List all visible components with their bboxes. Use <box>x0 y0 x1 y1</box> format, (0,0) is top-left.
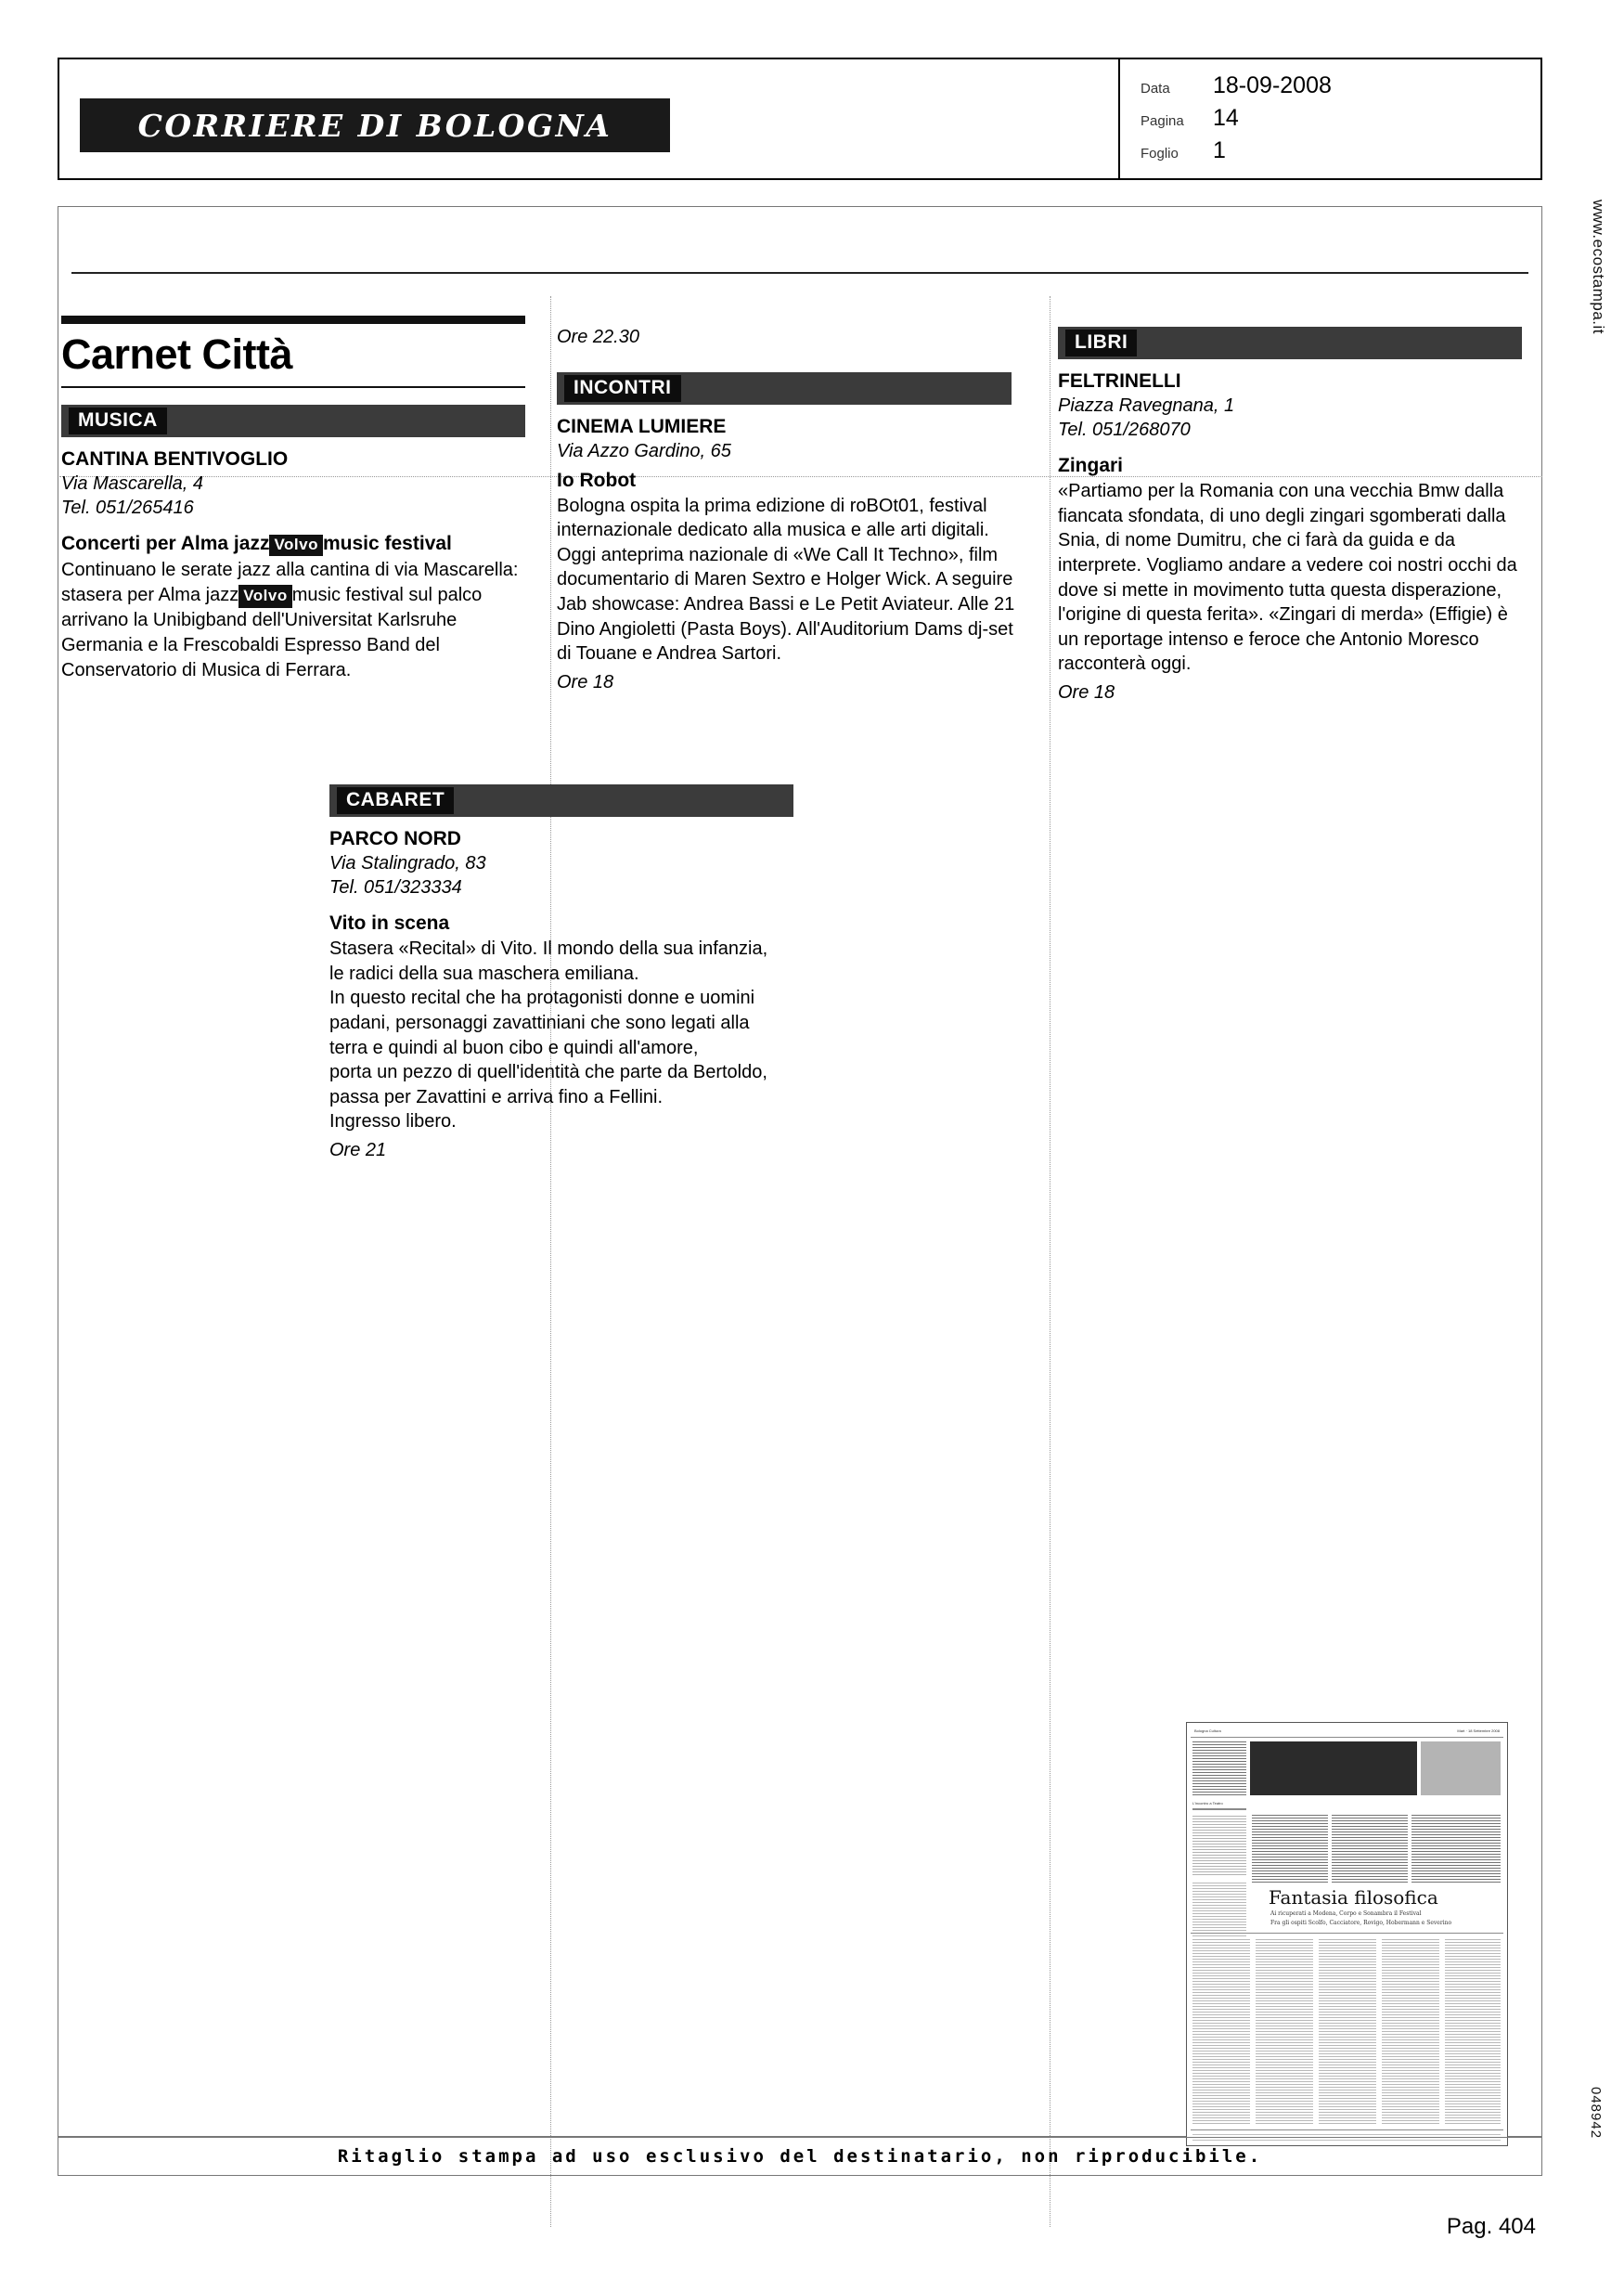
venue-name-feltrinelli: FELTRINELLI <box>1058 370 1181 392</box>
thumb-photo <box>1252 1814 1328 1883</box>
venue-name-parconord: PARCO NORD <box>329 828 461 849</box>
venue-address-lumiere: Via Azzo Gardino, 65 <box>557 441 731 461</box>
column-music <box>61 316 539 682</box>
thumb-listing <box>1445 1938 1501 2124</box>
event-body-zingari: «Partiamo per la Romania con una vecchia Bmw dalla fiancata sfondata, di uno degli zingari sgomberati dalla Snia, di nome Dumitru, che ci farà da guida e da interprete. Vogliamo andare a vedere coi nostri occhi da dove si mette in movimento tutta questa disperazione, l'origine di questa ferita». «Zingari di merda» (Effigie) è un reportage intenso e feroce che Antonio Moresco racconterà oggi. <box>1058 481 1517 675</box>
event-title-part2: music festival <box>322 533 452 555</box>
thumb-rule <box>1191 1737 1503 1738</box>
masthead-title: CORRIERE DI BOLOGNA <box>137 107 612 144</box>
meta-label-foglio: Foglio <box>1141 146 1179 162</box>
thumb-rule4 <box>1191 2129 1503 2130</box>
thumb-textblock <box>1192 1814 1246 1875</box>
volvo-logo-title: Volvo <box>269 535 323 556</box>
venue-phone-feltrinelli: Tel. 051/268070 <box>1058 419 1191 440</box>
thumb-photo <box>1411 1814 1501 1883</box>
event-body-vito <box>329 937 793 1134</box>
thumb-headline: Fantasia filosofica <box>1269 1886 1438 1909</box>
event-body-line: porta un pezzo di quell'identità che parte da Bertoldo, <box>329 1062 767 1083</box>
section-label-musica: MUSICA <box>69 408 167 434</box>
meta-label-data: Data <box>1141 81 1170 97</box>
header-meta <box>1118 59 1540 178</box>
event-body-line: terra e quindi al buon cibo e quindi all'amore, <box>329 1037 699 1058</box>
section-label-cabaret: CABARET <box>337 787 454 814</box>
column-libri <box>1058 327 1522 704</box>
newspaper-masthead <box>80 98 670 152</box>
meta-value-data: 18-09-2008 <box>1213 72 1332 98</box>
column-cabaret <box>329 784 793 1161</box>
event-body-line: Ingresso libero. <box>329 1111 457 1133</box>
event-body-part2: music festival sul palco arrivano la Unibigband dell'Universitat Karlsruhe Germania e la Frescobaldi Espresso Band del Conservatorio di Musica di Ferrara. <box>61 584 483 680</box>
event-body-concerti <box>61 558 539 682</box>
meta-value-foglio: 1 <box>1213 137 1226 163</box>
time-ore-18-libri: Ore 18 <box>1058 681 1115 703</box>
thumb-rule2 <box>1192 1808 1246 1810</box>
thumb-topright: Mart · 18 Settembre 2008 <box>1457 1728 1500 1733</box>
thumb-rule3 <box>1191 1933 1503 1934</box>
thumb-subhead-2: Fra gli ospiti Scolfo, Cacciatore, Rovigo, Hobermann e Severino <box>1270 1920 1452 1926</box>
event-title-iorobot: Io Robot <box>557 469 637 491</box>
venue-address-feltrinelli: Piazza Ravegnana, 1 <box>1058 395 1235 416</box>
thumb-dark-panel <box>1250 1741 1417 1795</box>
top-rule <box>71 272 1528 274</box>
time-ore-2230: Ore 22.30 <box>557 327 639 347</box>
thumb-listing <box>1256 1938 1313 2124</box>
section-label-libri: LIBRI <box>1065 330 1137 356</box>
thumb-subhead: Ai ricuperati a Modena, Corpo e Sonambra il Festival <box>1270 1910 1422 1917</box>
section-header-incontri <box>557 372 1012 405</box>
event-body-line: Stasera «Recital» di Vito. Il mondo della sua infanzia, <box>329 938 768 960</box>
carnet-top-rule <box>61 316 525 324</box>
meta-value-pagina: 14 <box>1213 105 1239 131</box>
page-number: Pag. 404 <box>1446 2214 1536 2239</box>
thumb-gray-panel <box>1421 1741 1501 1795</box>
event-body-part1: Continuano le serate jazz alla cantina di via Mascarella: stasera per Alma jazz <box>61 560 519 605</box>
event-body-line: passa per Zavattini e arriva fino a Fellini. <box>329 1086 664 1107</box>
thumb-photo <box>1332 1814 1408 1883</box>
section-header-cabaret <box>329 784 793 817</box>
thumb-textblock <box>1192 1881 1246 1936</box>
venue-name-cantina: CANTINA BENTIVOGLIO <box>61 448 289 470</box>
thumb-listing <box>1382 1938 1439 2124</box>
clipping-code: 048942 <box>1588 2086 1604 2139</box>
page-title: Carnet Città <box>61 330 293 378</box>
venue-address-cantina: Via Mascarella, 4 <box>61 473 204 494</box>
carnet-underline <box>61 386 525 388</box>
thumb-listing <box>1319 1938 1376 2124</box>
venue-address-parconord: Via Stalingrado, 83 <box>329 853 486 874</box>
event-body-line: le radici della sua maschera emiliana. <box>329 963 639 984</box>
section-label-incontri: INCONTRI <box>564 375 681 402</box>
footer-disclaimer <box>58 2137 1542 2176</box>
meta-row-data <box>1141 72 1540 99</box>
event-title-part1: Concerti per Alma jazz <box>61 533 270 555</box>
venue-phone-parconord: Tel. 051/323334 <box>329 876 462 898</box>
thumbnail-content <box>1191 1727 1503 2142</box>
watermark-url: www.ecostampa.it <box>1590 200 1607 334</box>
page-thumbnail <box>1186 1722 1508 2146</box>
time-ore-21: Ore 21 <box>329 1139 387 1160</box>
event-body-line: In questo recital che ha protagonisti donne e uomini <box>329 988 755 1009</box>
column-incontri <box>557 327 1016 693</box>
masthead-cell <box>59 59 1118 178</box>
event-body-iorobot: Bologna ospita la prima edizione di roBOt01, festival internazionale dedicato alla musica e alle arti digitali. Oggi anteprima nazionale di «We Call It Techno», film documentario di Maren Sextro e Holger Wick. A seguire Jab showcase: Andrea Bassi e Le Petit Aviateur. Alle 21 Dino Angioletti (Pasta Boys). All'Auditorium Dams dj-set di Touane e Andrea Sartori. <box>557 495 1015 665</box>
meta-row-foglio <box>1141 137 1540 164</box>
thumb-photo <box>1192 1741 1246 1795</box>
section-header-libri <box>1058 327 1522 359</box>
time-ore-18-incontri: Ore 18 <box>557 671 614 692</box>
event-title-zingari: Zingari <box>1058 455 1124 477</box>
thumb-kicker: Bologna Cultura <box>1194 1728 1221 1733</box>
column-divider-left <box>550 296 551 2227</box>
thumb-listing <box>1192 1938 1250 2124</box>
meta-row-pagina <box>1141 105 1540 132</box>
section-header-musica <box>61 405 525 437</box>
event-body-line: padani, personaggi zavattiniani che sono legati alla <box>329 1012 750 1033</box>
meta-label-pagina: Pagina <box>1141 113 1184 129</box>
footer-text: Ritaglio stampa ad uso esclusivo del destinatario, non riproducibile. <box>337 2146 1263 2167</box>
document-header <box>58 58 1542 180</box>
event-title-concerti <box>61 533 539 556</box>
venue-phone-cantina: Tel. 051/265416 <box>61 497 194 518</box>
venue-name-lumiere: CINEMA LUMIERE <box>557 416 727 437</box>
thumb-caption-left: L'incontro a Teatro <box>1192 1801 1223 1806</box>
event-title-vito: Vito in scena <box>329 912 450 935</box>
volvo-logo-body: Volvo <box>238 585 292 609</box>
